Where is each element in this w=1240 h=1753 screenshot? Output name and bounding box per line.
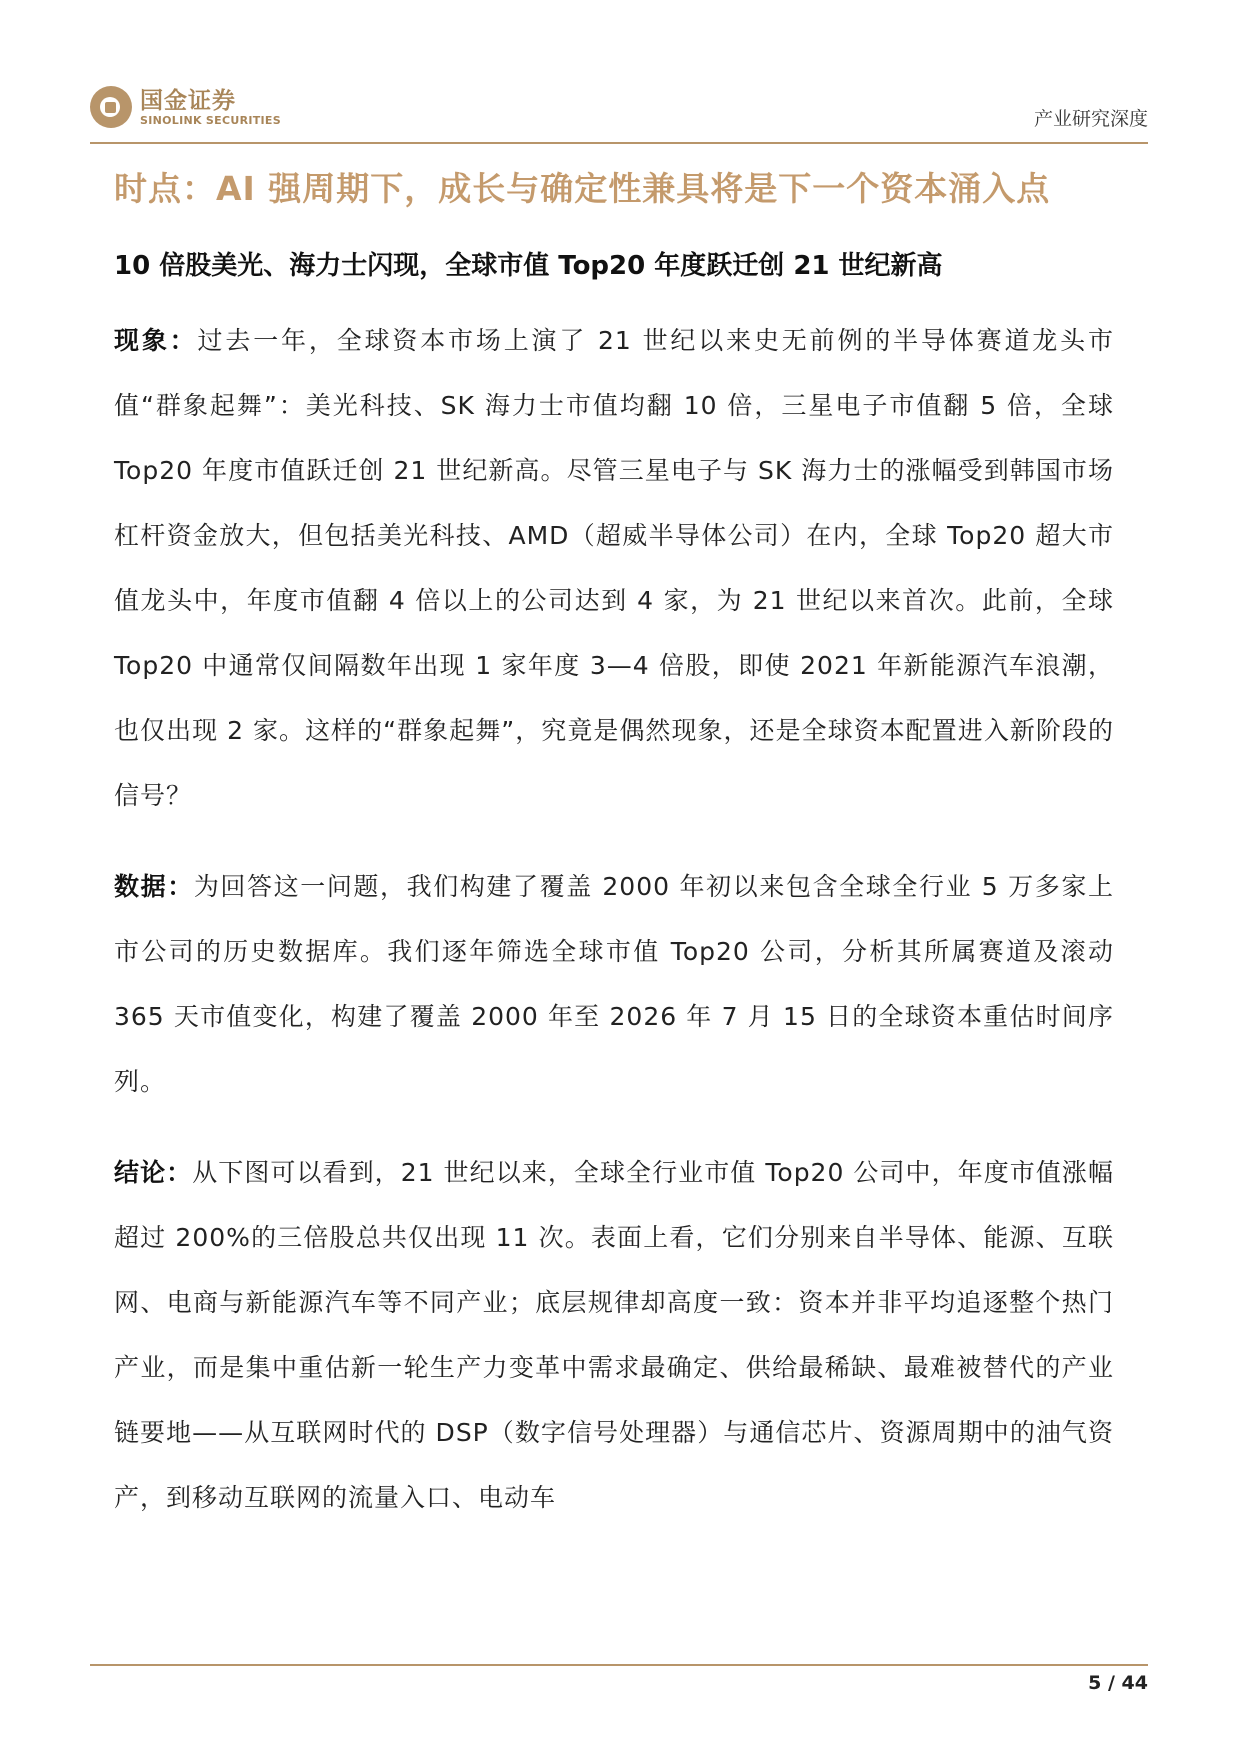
- paragraph-text: 从下图可以看到，21 世纪以来，全球全行业市值 Top20 公司中，年度市值涨幅超过 200%的三倍股总共仅出现 11 次。表面上看，它们分别来自半导体、能源、互联网、电商与新能源汽车等不同产业；底层规律却高度一致：资本并非平均追逐整个热门产业，而是集中重估新一轮生产力变革中需求最确定、供给最稀缺、最难被替代的产业链要地——从互联网时代的 DSP（数字信号处理器）与通信芯片、资源周期中的油气资产，到移动互联网的流量入口、电动车: [114, 1158, 1114, 1512]
- logo-english-name: SINOLINK SECURITIES: [140, 113, 281, 127]
- paragraph-text: 为回答这一问题，我们构建了覆盖 2000 年初以来包含全球全行业 5 万多家上市公司的历史数据库。我们逐年筛选全球市值 Top20 公司，分析其所属赛道及滚动 365 天市值变化，构建了覆盖 2000 年至 2026 年 7 月 15 日的全球资本重估时间序列。: [114, 872, 1114, 1096]
- paragraph-lead: 结论：: [114, 1158, 193, 1187]
- paragraph-lead: 数据：: [114, 872, 194, 901]
- sub-title: 10 倍股美光、海力士闪现，全球市值 Top20 年度跃迁创 21 世纪新高: [114, 251, 943, 281]
- paragraph-phenomenon: [114, 308, 1114, 828]
- company-logo: [90, 86, 281, 128]
- paragraph-text: 过去一年，全球资本市场上演了 21 世纪以来史无前例的半导体赛道龙头市值“群象起舞”：美光科技、SK 海力士市值均翻 10 倍，三星电子市值翻 5 倍，全球 Top20 年度市值跃迁创 21 世纪新高。尽管三星电子与 SK 海力士的涨幅受到韩国市场杠杆资金放大，但包括美光科技、AMD（超威半导体公司）在内，全球 Top20 超大市值龙头中，年度市值翻 4 倍以上的公司达到 4 家，为 21 世纪以来首次。此前，全球 Top20 中通常仅间隔数年出现 1 家年度 3—4 倍股，即使 2021 年新能源汽车浪潮，也仅出现 2 家。这样的“群象起舞”，究竟是偶然现象，还是全球资本配置进入新阶段的信号？: [114, 326, 1114, 810]
- page-number: 5 / 44: [1088, 1672, 1148, 1694]
- logo-chinese-name: 国金证券: [140, 87, 236, 114]
- section-title: 时点：AI 强周期下，成长与确定性兼具将是下一个资本涌入点: [114, 169, 1051, 208]
- footer-divider: [90, 1664, 1148, 1666]
- report-category: 产业研究深度: [1033, 108, 1148, 130]
- paragraph-data: [114, 854, 1114, 1114]
- logo-coin-icon: [90, 86, 132, 128]
- main-content: [114, 150, 1114, 1530]
- page-header: [90, 86, 1148, 144]
- header-divider: [90, 142, 1148, 144]
- paragraph-conclusion: [114, 1140, 1114, 1530]
- paragraph-lead: 现象：: [114, 326, 198, 355]
